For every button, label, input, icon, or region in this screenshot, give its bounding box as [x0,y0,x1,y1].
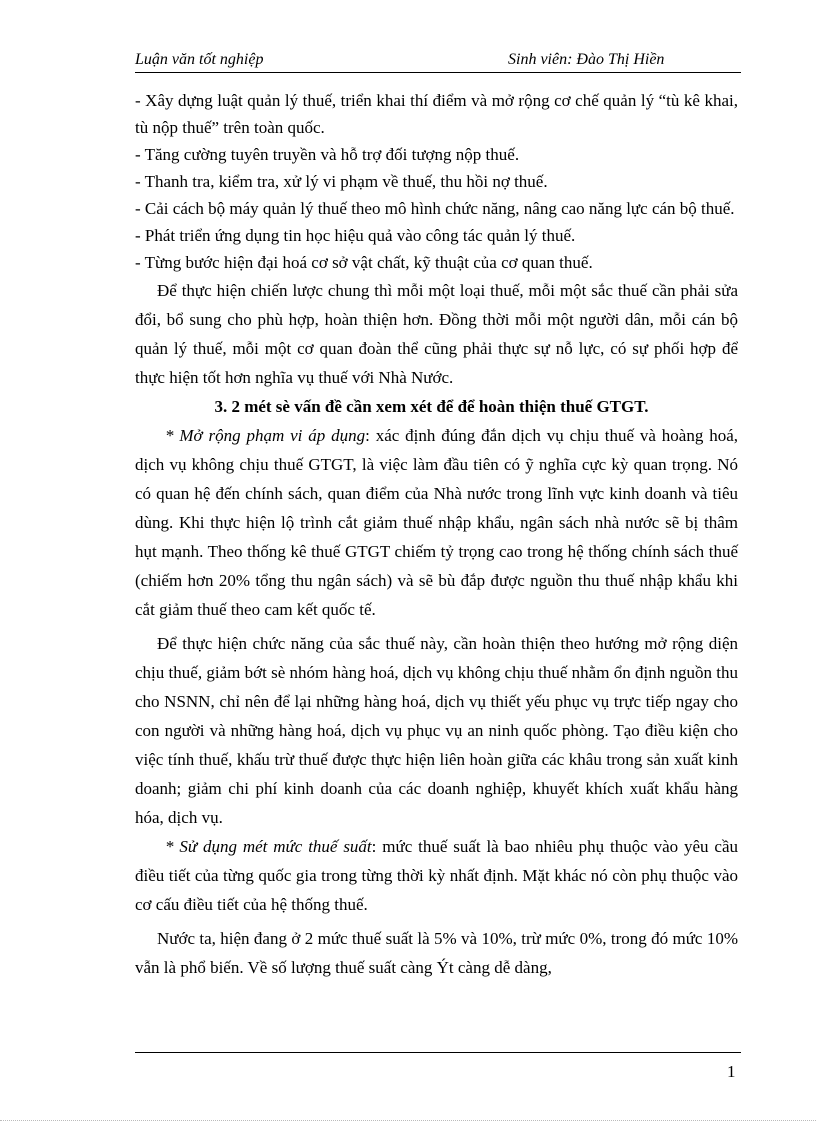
footer-divider [135,1052,741,1053]
bullet-item: - Xây dựng luật quản lý thuế, triển khai thí điểm và mở rộng cơ chế quản lý “tù kê khai, tù nộp thuế” trên toàn quốc. [135,91,738,137]
paragraph-strategy: Để thực hiện chiến lược chung thì mỗi một loại thuế, mỗi một sắc thuế cần phải sửa đổi, bổ sung cho phù hợp, hoàn thiện hơn. Đồng thời mỗi một người dân, mỗi cán bộ quản lý thuế, mỗi một cơ quan đoàn thể cũng phải thực sự nỗ lực, có sự phối hợp để thực hiện tốt hơn nghĩa vụ thuế với Nhà Nước. [135,281,738,387]
header-thesis-label: Luận văn tốt nghiệp [135,51,264,68]
page-header [135,50,741,73]
page-number: 1 [727,1062,736,1081]
paragraph-tax-rate-text: : mức thuế suất là bao nhiêu phụ thuộc vào yêu cầu điều tiết của từng quốc gia trong từng thời kỳ nhất định. Mặt khác nó còn phụ thuộc vào cơ cấu điều tiết của hệ thống thuế. [135,837,738,914]
bullet-item: - Tăng cường tuyên truyền và hỗ trợ đối tượng nộp thuế. [135,145,520,164]
paragraph-tax-rate [135,832,738,919]
paragraph-tax-rate-lead: * Sử dụng mét mức thuế suất [165,837,372,856]
paragraph-scope [135,421,738,624]
bullet-item: - Từng bước hiện đại hoá cơ sở vật chất, kỹ thuật của cơ quan thuế. [135,253,593,272]
paragraph-scope-text: : xác định đúng đắn dịch vụ chịu thuế và hoàng hoá, dịch vụ không chịu thuế GTGT, là việc làm đầu tiên có ỹ nghĩa cực kỳ quan trọng. Nó có quan hệ đến chính sách, quan điểm của Nhà nước trong lĩnh vực kinh doanh và tiêu dùng. Khi thực hiện lộ trình cắt giảm thuế nhập khẩu, ngân sách nhà nước sẽ bị thâm hụt mạnh. Theo thống kê thuế GTGT chiếm tỷ trọng cao trong hệ thống chính sách thuế (chiếm hơn 20% tổng thu ngân sách) và sẽ bù đắp được nguồn thu thuế nhập khẩu khi cắt giảm thuế theo cam kết quốc tế. [135,426,738,619]
document-body [135,87,738,982]
header-student-name: Sinh viên: Đào Thị Hiền [508,51,665,68]
paragraph-current-rates: Nước ta, hiện đang ở 2 mức thuế suất là 5% và 10%, trừ mức 0%, trong đó mức 10% vẫn là phổ biến. Về số lượng thuế suất càng Ýt càng dễ dàng, [135,929,738,977]
bullet-item: - Phát triển ứng dụng tin học hiệu quả vào công tác quản lý thuế. [135,226,576,245]
bullet-item: - Cải cách bộ máy quản lý thuế theo mô hình chức năng, nâng cao năng lực cán bộ thuế. [135,199,735,218]
paragraph-function: Để thực hiện chức năng của sắc thuế này, cần hoàn thiện theo hướng mở rộng diện chịu thuế, giảm bớt sè nhóm hàng hoá, dịch vụ không chịu thuế nhằm ổn định nguồn thu cho NSNN, chỉ nên để lại những hàng hoá, dịch vụ thiết yếu phục vụ trực tiếp ngay cho con người và những hàng hoá, dịch vụ phục vụ an ninh quốc phòng. Tạo điều kiện cho việc tính thuế, khấu trừ thuế được thực hiện liên hoàn giữa các khâu trong sản xuất kinh doanh; giảm chi phí kinh doanh của các doanh nghiệp, khuyết khích xuất khẩu hàng hóa, dịch vụ. [135,634,738,827]
section-heading: 3. 2 mét sè vấn đề cần xem xét để để hoàn thiện thuế GTGT. [214,397,649,416]
bullet-item: - Thanh tra, kiểm tra, xử lý vi phạm về thuế, thu hồi nợ thuế. [135,172,548,191]
page-bottom-edge [0,1120,816,1121]
paragraph-scope-lead: * Mở rộng phạm vi áp dụng [165,426,366,445]
